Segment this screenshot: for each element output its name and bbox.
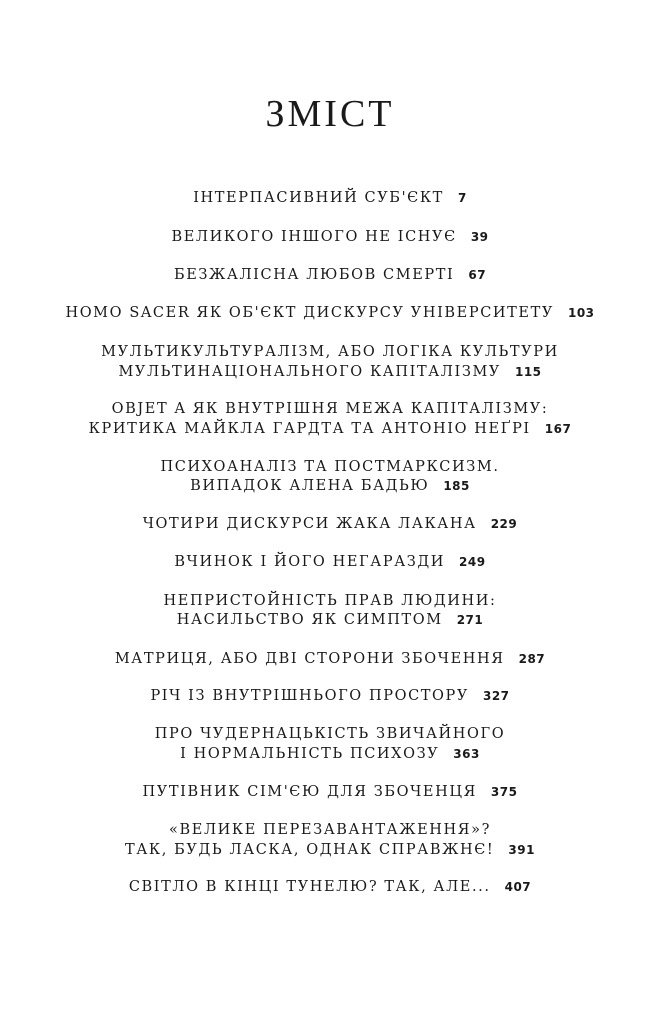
toc-title: НЕПРИСТОЙНІСТЬ ПРАВ ЛЮДИНИ: (163, 593, 497, 609)
toc-title: І НОРМАЛЬНІСТЬ ПСИХОЗУ (180, 746, 440, 762)
toc-title: КРИТИКА МАЙКЛА ГАРДТА ТА АНТОНІО НЕҐРІ (88, 421, 531, 437)
toc-page-number: 407 (504, 880, 532, 894)
toc-line (0, 782, 660, 802)
toc-line (0, 686, 660, 706)
toc-title: ІНТЕРПАСИВНИЙ СУБ'ЄКТ (193, 190, 444, 206)
toc-line (0, 820, 660, 840)
toc-page-number: 7 (457, 191, 467, 205)
toc-title: ПСИХОАНАЛІЗ ТА ПОСТМАРКСИЗМ. (160, 459, 500, 475)
toc-line (0, 840, 660, 860)
toc-line (0, 476, 660, 496)
toc-page-number: 229 (490, 517, 518, 531)
toc-title: ВЕЛИКОГО ІНШОГО НЕ ІСНУЄ (171, 229, 457, 245)
toc-line (0, 610, 660, 630)
toc-line (0, 265, 660, 285)
toc-line (0, 342, 660, 362)
toc-title: БЕЗЖАЛІСНА ЛЮБОВ СМЕРТІ (173, 267, 455, 283)
toc-page-number: 103 (567, 306, 595, 320)
toc-page-number: 39 (470, 230, 489, 244)
page-title: ЗМІСТ (265, 93, 395, 135)
toc-line (0, 724, 660, 744)
toc-page-number: 375 (490, 785, 518, 799)
toc-title: РІЧ ІЗ ВНУТРІШНЬОГО ПРОСТОРУ (150, 688, 469, 704)
toc-title: ЧОТИРИ ДИСКУРСИ ЖАКА ЛАКАНА (142, 516, 477, 532)
toc-page-number: 67 (468, 268, 487, 282)
toc-title: МАТРИЦЯ, АБО ДВІ СТОРОНИ ЗБОЧЕННЯ (114, 651, 505, 667)
toc-line (0, 514, 660, 534)
toc-line (0, 877, 660, 897)
toc-page-number: 167 (544, 422, 572, 436)
toc-title: HOMO SACER ЯК ОБ'ЄКТ ДИСКУРСУ УНІВЕРСИТЕТУ (65, 305, 554, 321)
toc-title: ВЧИНОК І ЙОГО НЕГАРАЗДИ (174, 554, 446, 570)
toc-title: ПРО ЧУДЕРНАЦЬКІСТЬ ЗВИЧАЙНОГО (154, 726, 506, 742)
toc-title: ПУТІВНИК СІМ'ЄЮ ДЛЯ ЗБОЧЕНЦЯ (142, 784, 477, 800)
toc-title: СВІТЛО В КІНЦІ ТУНЕЛЮ? ТАК, АЛЕ... (128, 879, 491, 895)
toc-line (0, 419, 660, 439)
toc-title: МУЛЬТИНАЦІОНАЛЬНОГО КАПІТАЛІЗМУ (118, 364, 501, 380)
toc-title: НАСИЛЬСТВО ЯК СИМПТОМ (176, 612, 443, 628)
toc-page-number: 115 (514, 365, 542, 379)
toc-page-number: 287 (518, 652, 546, 666)
toc-page-number: 391 (508, 843, 535, 857)
toc-line (0, 744, 660, 764)
toc-title: «ВЕЛИКЕ ПЕРЕЗАВАНТАЖЕННЯ»? (169, 822, 491, 838)
toc-line (0, 591, 660, 611)
toc-title: OBJET A ЯК ВНУТРІШНЯ МЕЖА КАПІТАЛІЗМУ: (111, 401, 549, 417)
toc-line (0, 362, 660, 382)
toc-line (0, 552, 660, 572)
toc-page-number: 249 (459, 555, 486, 569)
toc-title: ВИПАДОК АЛЕНА БАДЬЮ (190, 478, 430, 494)
toc-line (0, 649, 660, 669)
toc-page-number: 271 (456, 613, 484, 627)
toc-page-number: 363 (453, 747, 480, 761)
toc-line (0, 457, 660, 477)
toc-title: МУЛЬТИКУЛЬТУРАЛІЗМ, АБО ЛОГІКА КУЛЬТУРИ (101, 344, 559, 360)
toc-line (0, 303, 660, 323)
toc-page-number: 327 (482, 689, 510, 703)
toc-title: ТАК, БУДЬ ЛАСКА, ОДНАК СПРАВЖНЄ! (125, 842, 495, 858)
toc-line (0, 399, 660, 419)
toc-line (0, 188, 660, 208)
toc-line (0, 227, 660, 247)
toc-page-number: 185 (443, 479, 470, 493)
